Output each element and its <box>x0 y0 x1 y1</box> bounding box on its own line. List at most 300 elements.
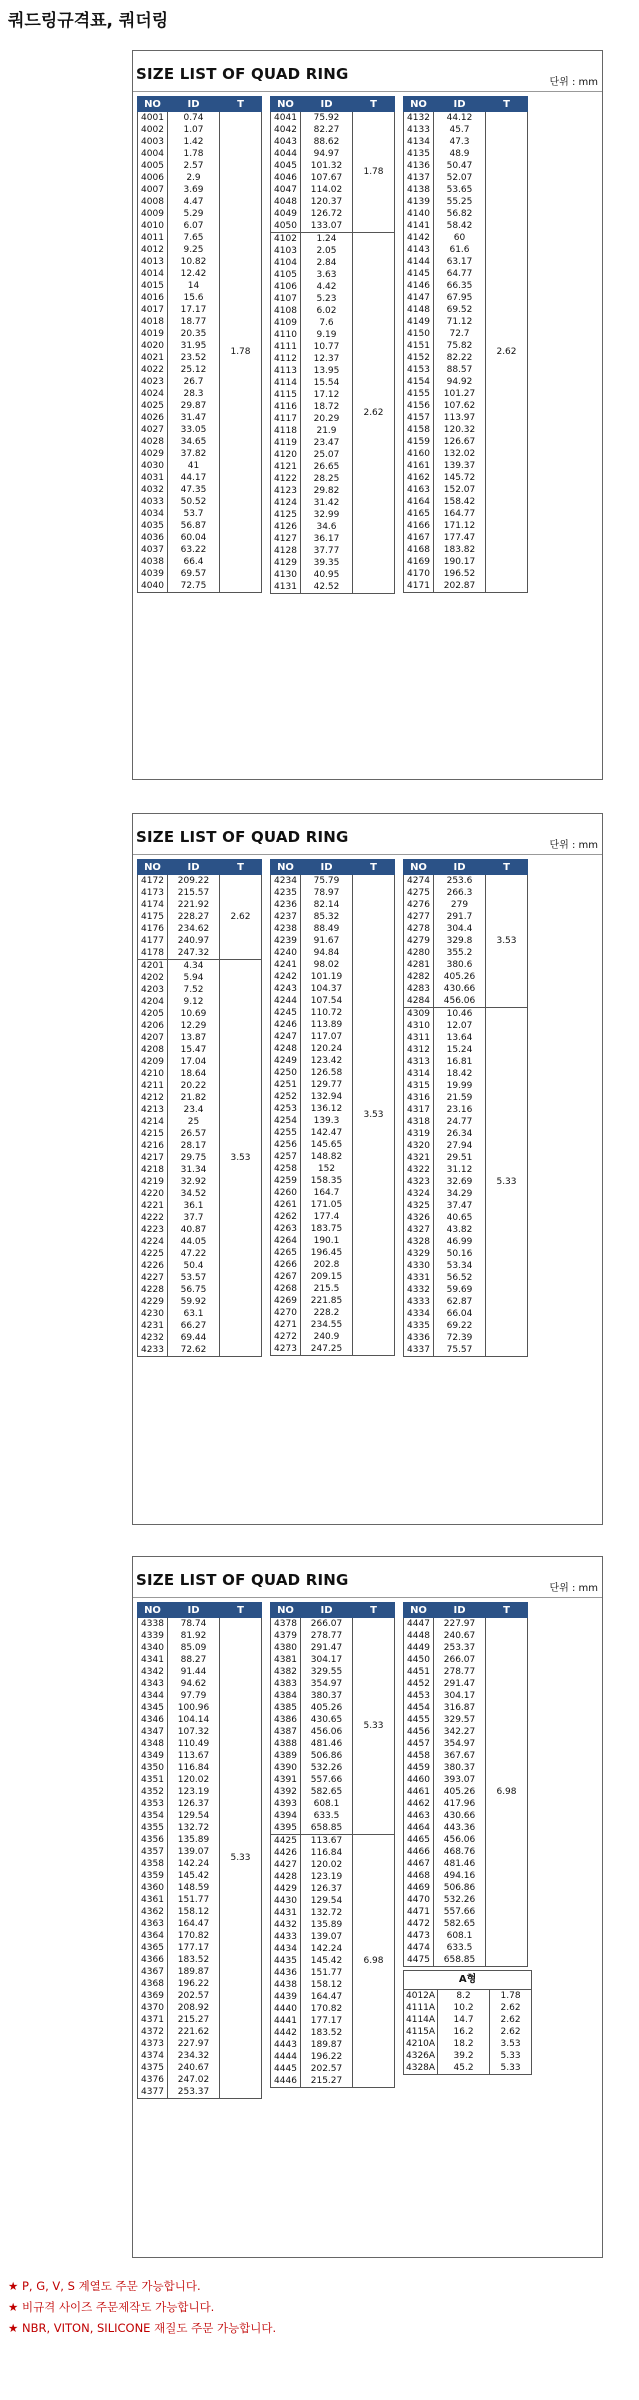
ring-number: 4453 <box>404 1690 434 1702</box>
inner-diameter: 24.77 <box>434 1116 486 1128</box>
inner-diameter: 532.26 <box>434 1894 486 1906</box>
ring-number: 4242 <box>271 971 301 983</box>
ring-number: 4042 <box>271 124 301 136</box>
inner-diameter: 123.19 <box>301 1871 353 1883</box>
ring-number: 4172 <box>138 875 168 888</box>
size-table-section-1 <box>132 50 603 780</box>
ring-number: 4143 <box>404 244 434 256</box>
inner-diameter: 98.02 <box>301 959 353 971</box>
inner-diameter: 107.54 <box>301 995 353 1007</box>
inner-diameter: 2.57 <box>168 160 220 172</box>
ring-number: 4364 <box>138 1930 168 1942</box>
ring-number: 4040 <box>138 580 168 593</box>
columns <box>133 92 602 594</box>
ring-number: 4227 <box>138 1272 168 1284</box>
inner-diameter: 0.74 <box>168 112 220 125</box>
ring-number: 4269 <box>271 1295 301 1307</box>
inner-diameter: 26.57 <box>168 1128 220 1140</box>
ring-number: 4001 <box>138 112 168 125</box>
ring-number: 4010 <box>138 220 168 232</box>
ring-number: 4135 <box>404 148 434 160</box>
inner-diameter: 56.87 <box>168 520 220 532</box>
inner-diameter: 31.34 <box>168 1164 220 1176</box>
inner-diameter: 55.25 <box>434 196 486 208</box>
inner-diameter: 59.69 <box>434 1284 486 1296</box>
ring-number: 4225 <box>138 1248 168 1260</box>
ring-number: 4115 <box>271 389 301 401</box>
inner-diameter: 6.07 <box>168 220 220 232</box>
ring-number: 4370 <box>138 2002 168 2014</box>
ring-number: 4337 <box>404 1344 434 1357</box>
header-row <box>138 860 262 875</box>
ring-number: 4234 <box>271 875 301 888</box>
inner-diameter: 417.96 <box>434 1798 486 1810</box>
inner-diameter: 354.97 <box>434 1738 486 1750</box>
inner-diameter: 46.99 <box>434 1236 486 1248</box>
ring-number: 4012 <box>138 244 168 256</box>
column-header: NO <box>271 860 301 875</box>
ring-number: 4230 <box>138 1308 168 1320</box>
ring-number: 4204 <box>138 996 168 1008</box>
column-header: T <box>220 860 262 875</box>
inner-diameter: 10.46 <box>434 1008 486 1021</box>
thickness-value: 2.62 <box>353 233 395 594</box>
ring-number: 4366 <box>138 1954 168 1966</box>
inner-diameter: 53.65 <box>434 184 486 196</box>
inner-diameter: 50.47 <box>434 160 486 172</box>
inner-diameter: 316.87 <box>434 1702 486 1714</box>
inner-diameter: 135.89 <box>301 1919 353 1931</box>
inner-diameter: 29.51 <box>434 1152 486 1164</box>
header-row <box>271 860 395 875</box>
ring-number: 4111A <box>404 2002 438 2014</box>
column-header: ID <box>301 860 353 875</box>
inner-diameter: 142.24 <box>168 1858 220 1870</box>
inner-diameter: 15.24 <box>434 1044 486 1056</box>
inner-diameter: 139.37 <box>434 460 486 472</box>
inner-diameter: 45.7 <box>434 124 486 136</box>
ring-number: 4026 <box>138 412 168 424</box>
thickness-value: 6.98 <box>486 1618 528 1967</box>
inner-diameter: 658.85 <box>434 1954 486 1967</box>
ring-number: 4118 <box>271 425 301 437</box>
thickness-value: 1.78 <box>220 112 262 593</box>
ring-number: 4368 <box>138 1978 168 1990</box>
ring-number: 4467 <box>404 1858 434 1870</box>
ring-number: 4331 <box>404 1272 434 1284</box>
inner-diameter: 234.55 <box>301 1319 353 1331</box>
ring-number: 4148 <box>404 304 434 316</box>
size-table <box>403 96 528 593</box>
note-item: ★ P, G, V, S 계열도 주문 가능합니다. <box>8 2279 201 2293</box>
inner-diameter: 69.52 <box>434 304 486 316</box>
table-row <box>138 960 262 973</box>
column-header: NO <box>404 97 434 112</box>
inner-diameter: 120.37 <box>301 196 353 208</box>
ring-number: 4323 <box>404 1176 434 1188</box>
column-header: NO <box>271 97 301 112</box>
inner-diameter: 2.9 <box>168 172 220 184</box>
ring-number: 4162 <box>404 472 434 484</box>
ring-number: 4023 <box>138 376 168 388</box>
header-row <box>404 860 528 875</box>
ring-number: 4008 <box>138 196 168 208</box>
inner-diameter: 56.82 <box>434 208 486 220</box>
ring-number: 4465 <box>404 1834 434 1846</box>
inner-diameter: 329.57 <box>434 1714 486 1726</box>
inner-diameter: 12.37 <box>301 353 353 365</box>
inner-diameter: 142.24 <box>301 1943 353 1955</box>
ring-number: 4246 <box>271 1019 301 1031</box>
inner-diameter: 3.69 <box>168 184 220 196</box>
ring-number: 4236 <box>271 899 301 911</box>
inner-diameter: 107.32 <box>168 1726 220 1738</box>
inner-diameter: 126.37 <box>301 1883 353 1895</box>
inner-diameter: 393.07 <box>434 1774 486 1786</box>
inner-diameter: 405.26 <box>301 1702 353 1714</box>
inner-diameter: 63.17 <box>434 256 486 268</box>
ring-number: 4128 <box>271 545 301 557</box>
ring-number: 4455 <box>404 1714 434 1726</box>
ring-number: 4349 <box>138 1750 168 1762</box>
ring-number: 4027 <box>138 424 168 436</box>
inner-diameter: 228.2 <box>301 1307 353 1319</box>
inner-diameter: 253.37 <box>168 2086 220 2099</box>
ring-number: 4215 <box>138 1128 168 1140</box>
ring-number: 4174 <box>138 899 168 911</box>
inner-diameter: 40.95 <box>301 569 353 581</box>
ring-number: 4450 <box>404 1654 434 1666</box>
inner-diameter: 50.4 <box>168 1260 220 1272</box>
inner-diameter: 145.65 <box>301 1139 353 1151</box>
ring-number: 4327 <box>404 1224 434 1236</box>
inner-diameter: 481.46 <box>434 1858 486 1870</box>
ring-number: 4152 <box>404 352 434 364</box>
inner-diameter: 32.92 <box>168 1176 220 1188</box>
column-header: T <box>220 97 262 112</box>
ring-number: 4132 <box>404 112 434 125</box>
inner-diameter: 20.22 <box>168 1080 220 1092</box>
ring-number: 4339 <box>138 1630 168 1642</box>
ring-number: 4350 <box>138 1762 168 1774</box>
inner-diameter: 15.47 <box>168 1044 220 1056</box>
inner-diameter: 14 <box>168 280 220 292</box>
thickness-value: 6.98 <box>353 1835 395 2088</box>
inner-diameter: 494.16 <box>434 1870 486 1882</box>
inner-diameter: 101.27 <box>434 388 486 400</box>
size-column <box>403 96 528 594</box>
ring-number: 4161 <box>404 460 434 472</box>
inner-diameter: 1.24 <box>301 233 353 246</box>
inner-diameter: 123.19 <box>168 1786 220 1798</box>
ring-number: 4268 <box>271 1283 301 1295</box>
ring-number: 4210A <box>404 2038 438 2050</box>
ring-number: 4443 <box>271 2039 301 2051</box>
inner-diameter: 132.72 <box>301 1907 353 1919</box>
ring-number: 4316 <box>404 1092 434 1104</box>
inner-diameter: 34.29 <box>434 1188 486 1200</box>
ring-number: 4036 <box>138 532 168 544</box>
inner-diameter: 532.26 <box>301 1762 353 1774</box>
ring-number: 4039 <box>138 568 168 580</box>
ring-number: 4340 <box>138 1642 168 1654</box>
inner-diameter: 126.67 <box>434 436 486 448</box>
thickness-value: 3.53 <box>220 960 262 1357</box>
inner-diameter: 23.4 <box>168 1104 220 1116</box>
column-header: T <box>353 97 395 112</box>
ring-number: 4447 <box>404 1618 434 1631</box>
ring-number: 4133 <box>404 124 434 136</box>
ring-number: 4121 <box>271 461 301 473</box>
inner-diameter: 26.65 <box>301 461 353 473</box>
ring-number: 4355 <box>138 1822 168 1834</box>
inner-diameter: 13.87 <box>168 1032 220 1044</box>
ring-number: 4177 <box>138 935 168 947</box>
inner-diameter: 37.77 <box>301 545 353 557</box>
size-table <box>403 1602 528 1967</box>
ring-number: 4328 <box>404 1236 434 1248</box>
header-row <box>271 97 395 112</box>
inner-diameter: 196.22 <box>168 1978 220 1990</box>
inner-diameter: 221.92 <box>168 899 220 911</box>
ring-number: 4446 <box>271 2075 301 2088</box>
table-row <box>138 112 262 125</box>
inner-diameter: 145.42 <box>168 1870 220 1882</box>
ring-number: 4266 <box>271 1259 301 1271</box>
column-header: ID <box>168 1603 220 1618</box>
inner-diameter: 33.05 <box>168 424 220 436</box>
ring-number: 4334 <box>404 1308 434 1320</box>
ring-number: 4381 <box>271 1654 301 1666</box>
inner-diameter: 107.62 <box>434 400 486 412</box>
ring-number: 4283 <box>404 983 434 995</box>
ring-number: 4318 <box>404 1116 434 1128</box>
inner-diameter: 196.52 <box>434 568 486 580</box>
inner-diameter: 202.8 <box>301 1259 353 1271</box>
inner-diameter: 152 <box>301 1163 353 1175</box>
table-row <box>404 1008 528 1021</box>
inner-diameter: 31.42 <box>301 497 353 509</box>
ring-number: 4044 <box>271 148 301 160</box>
section-title: SIZE LIST OF QUAD RING <box>136 828 349 846</box>
inner-diameter: 110.72 <box>301 1007 353 1019</box>
ring-number: 4126 <box>271 521 301 533</box>
inner-diameter: 304.17 <box>434 1690 486 1702</box>
ring-number: 4032 <box>138 484 168 496</box>
ring-number: 4261 <box>271 1199 301 1211</box>
thickness-value: 5.33 <box>486 1008 528 1357</box>
inner-diameter: 28.25 <box>301 473 353 485</box>
ring-number: 4310 <box>404 1020 434 1032</box>
ring-number: 4441 <box>271 2015 301 2027</box>
ring-number: 4108 <box>271 305 301 317</box>
thickness-value: 3.53 <box>486 875 528 1008</box>
ring-number: 4208 <box>138 1044 168 1056</box>
inner-diameter: 189.87 <box>301 2039 353 2051</box>
ring-number: 4270 <box>271 1307 301 1319</box>
ring-number: 4123 <box>271 485 301 497</box>
inner-diameter: 44.05 <box>168 1236 220 1248</box>
column-header: ID <box>301 97 353 112</box>
inner-diameter: 582.65 <box>301 1786 353 1798</box>
unit-label: 단위 : mm <box>549 840 598 851</box>
inner-diameter: 94.84 <box>301 947 353 959</box>
inner-diameter: 31.12 <box>434 1164 486 1176</box>
inner-diameter: 17.12 <box>301 389 353 401</box>
inner-diameter: 557.66 <box>301 1774 353 1786</box>
inner-diameter: 59.92 <box>168 1296 220 1308</box>
inner-diameter: 58.42 <box>434 220 486 232</box>
inner-diameter: 88.57 <box>434 364 486 376</box>
inner-diameter: 21.82 <box>168 1092 220 1104</box>
ring-number: 4175 <box>138 911 168 923</box>
ring-number: 4165 <box>404 508 434 520</box>
inner-diameter: 266.07 <box>434 1654 486 1666</box>
column-header: ID <box>434 97 486 112</box>
inner-diameter: 151.77 <box>301 1967 353 1979</box>
header-row <box>404 1603 528 1618</box>
ring-number: 4038 <box>138 556 168 568</box>
inner-diameter: 355.2 <box>434 947 486 959</box>
ring-number: 4426 <box>271 1847 301 1859</box>
inner-diameter: 81.92 <box>168 1630 220 1642</box>
ring-number: 4464 <box>404 1822 434 1834</box>
inner-diameter: 456.06 <box>434 1834 486 1846</box>
ring-number: 4048 <box>271 196 301 208</box>
inner-diameter: 13.64 <box>434 1032 486 1044</box>
inner-diameter: 196.22 <box>301 2051 353 2063</box>
inner-diameter: 120.32 <box>434 424 486 436</box>
size-table-section-2 <box>132 813 603 1525</box>
thickness-value: 5.33 <box>220 1618 262 2099</box>
inner-diameter: 7.65 <box>168 232 220 244</box>
inner-diameter: 47.35 <box>168 484 220 496</box>
ring-number: 4330 <box>404 1260 434 1272</box>
inner-diameter: 158.42 <box>434 496 486 508</box>
ring-number: 4107 <box>271 293 301 305</box>
ring-number: 4211 <box>138 1080 168 1092</box>
inner-diameter: 171.05 <box>301 1199 353 1211</box>
inner-diameter: 304.4 <box>434 923 486 935</box>
inner-diameter: 75.57 <box>434 1344 486 1357</box>
inner-diameter: 45.2 <box>438 2062 490 2075</box>
inner-diameter: 15.54 <box>301 377 353 389</box>
ring-number: 4137 <box>404 172 434 184</box>
ring-number: 4178 <box>138 947 168 960</box>
ring-number: 4380 <box>271 1642 301 1654</box>
ring-number: 4228 <box>138 1284 168 1296</box>
thickness-value: 2.62 <box>490 2014 532 2026</box>
inner-diameter: 25.12 <box>168 364 220 376</box>
inner-diameter: 177.17 <box>168 1942 220 1954</box>
ring-number: 4360 <box>138 1882 168 1894</box>
ring-number: 4264 <box>271 1235 301 1247</box>
ring-number: 4432 <box>271 1919 301 1931</box>
ring-number: 4390 <box>271 1762 301 1774</box>
ring-number: 4168 <box>404 544 434 556</box>
inner-diameter: 34.52 <box>168 1188 220 1200</box>
a-form-table <box>403 1970 532 2075</box>
inner-diameter: 228.27 <box>168 911 220 923</box>
inner-diameter: 8.2 <box>438 1990 490 2003</box>
inner-diameter: 481.46 <box>301 1738 353 1750</box>
ring-number: 4014 <box>138 268 168 280</box>
inner-diameter: 215.5 <box>301 1283 353 1295</box>
header-row <box>271 1603 395 1618</box>
ring-number: 4224 <box>138 1236 168 1248</box>
ring-number: 4139 <box>404 196 434 208</box>
ring-number: 4319 <box>404 1128 434 1140</box>
ring-number: 4342 <box>138 1666 168 1678</box>
ring-number: 4158 <box>404 424 434 436</box>
inner-diameter: 116.84 <box>301 1847 353 1859</box>
column-header: NO <box>138 1603 168 1618</box>
ring-number: 4130 <box>271 569 301 581</box>
ring-number: 4265 <box>271 1247 301 1259</box>
ring-number: 4114A <box>404 2014 438 2026</box>
inner-diameter: 133.07 <box>301 220 353 233</box>
inner-diameter: 72.75 <box>168 580 220 593</box>
inner-diameter: 21.59 <box>434 1092 486 1104</box>
inner-diameter: 63.22 <box>168 544 220 556</box>
ring-number: 4006 <box>138 172 168 184</box>
ring-number: 4347 <box>138 1726 168 1738</box>
inner-diameter: 66.4 <box>168 556 220 568</box>
ring-number: 4050 <box>271 220 301 233</box>
ring-number: 4016 <box>138 292 168 304</box>
inner-diameter: 202.57 <box>168 1990 220 2002</box>
ring-number: 4456 <box>404 1726 434 1738</box>
inner-diameter: 40.65 <box>434 1212 486 1224</box>
ring-number: 4431 <box>271 1907 301 1919</box>
thickness-value: 1.78 <box>490 1990 532 2003</box>
inner-diameter: 380.37 <box>301 1690 353 1702</box>
header-row <box>404 97 528 112</box>
ring-number: 4104 <box>271 257 301 269</box>
inner-diameter: 151.77 <box>168 1894 220 1906</box>
inner-diameter: 183.75 <box>301 1223 353 1235</box>
ring-number: 4146 <box>404 280 434 292</box>
inner-diameter: 221.62 <box>168 2026 220 2038</box>
thickness-value: 3.53 <box>490 2038 532 2050</box>
inner-diameter: 27.94 <box>434 1140 486 1152</box>
inner-diameter: 430.65 <box>301 1714 353 1726</box>
ring-number: 4145 <box>404 268 434 280</box>
ring-number: 4284 <box>404 995 434 1008</box>
ring-number: 4103 <box>271 245 301 257</box>
ring-number: 4013 <box>138 256 168 268</box>
column-header: T <box>486 1603 528 1618</box>
inner-diameter: 50.52 <box>168 496 220 508</box>
inner-diameter: 67.95 <box>434 292 486 304</box>
inner-diameter: 101.32 <box>301 160 353 172</box>
ring-number: 4256 <box>271 1139 301 1151</box>
ring-number: 4109 <box>271 317 301 329</box>
ring-number: 4257 <box>271 1151 301 1163</box>
ring-number: 4034 <box>138 508 168 520</box>
inner-diameter: 190.17 <box>434 556 486 568</box>
inner-diameter: 75.92 <box>301 112 353 125</box>
ring-number: 4223 <box>138 1224 168 1236</box>
ring-number: 4445 <box>271 2063 301 2075</box>
inner-diameter: 342.27 <box>434 1726 486 1738</box>
inner-diameter: 215.57 <box>168 887 220 899</box>
ring-number: 4011 <box>138 232 168 244</box>
inner-diameter: 25.07 <box>301 449 353 461</box>
inner-diameter: 37.47 <box>434 1200 486 1212</box>
ring-number: 4333 <box>404 1296 434 1308</box>
inner-diameter: 1.07 <box>168 124 220 136</box>
